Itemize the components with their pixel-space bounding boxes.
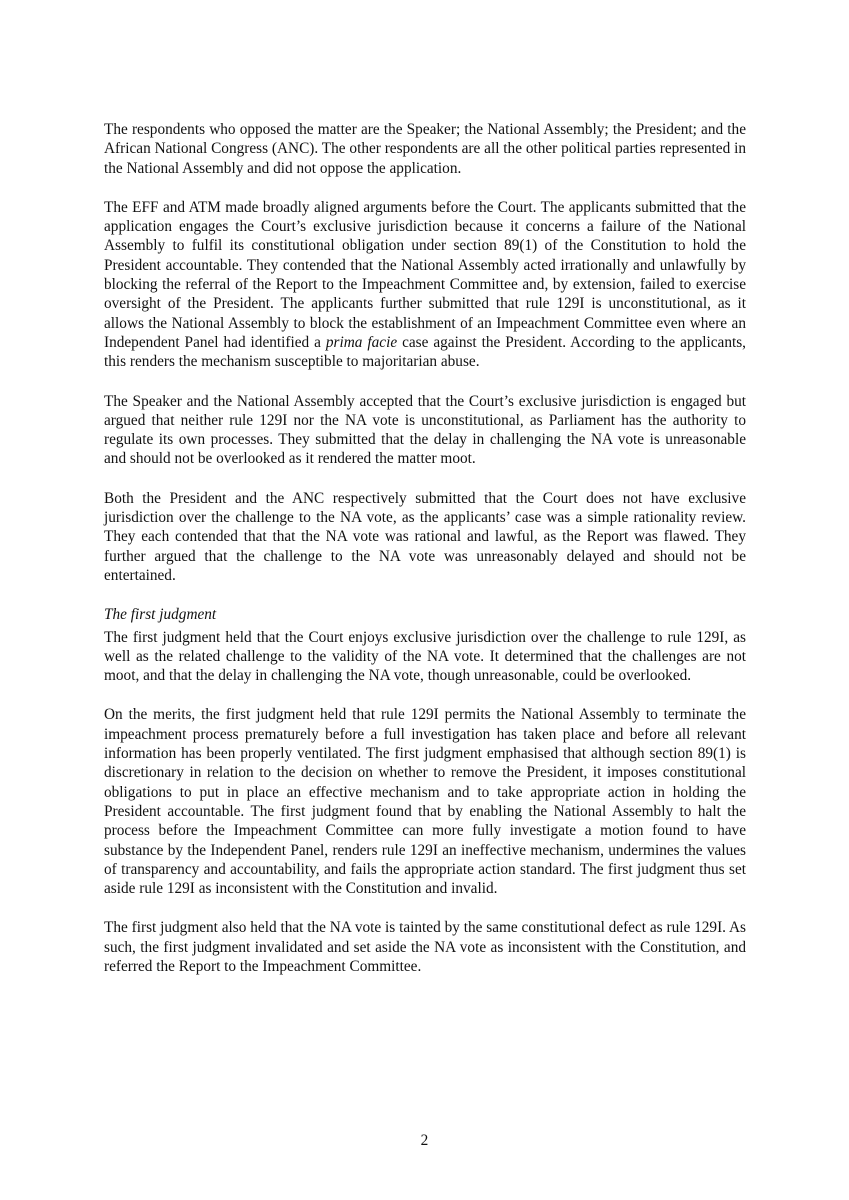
paragraph-text-before: The EFF and ATM made broadly aligned arguments before the Court. The applicants submitted that the application engages the Court’s exclusive jurisdiction because it concerns a failure of the National Assembly to fulfil its constitutional obligation under section 89(1) of the Constitution to hold the President accountable. They contended that the National Assembly acted irrationally and unlawfully by blocking the referral of the Report to the Impeachment Committee and, by extension, failed to exercise oversight of the President. The applicants further submitted that rule 129I is unconstitutional, as it allows the National Assembly to block the establishment of an Impeachment Committee even where an Independent Panel had identified a: [104, 198, 746, 351]
paragraph-text-after: case against the President. According to the applicants, this renders the mechanism susceptible to majoritarian abuse.: [104, 333, 746, 371]
paragraph-first-judgment-merits: On the merits, the first judgment held that rule 129I permits the National Assembly to terminate the impeachment process prematurely before a full investigation has taken place and before all relevant information has been properly ventilated. The first judgment emphasised that although section 89(1) is discretionary in relation to the decision on whether to remove the President, it imposes constitutional obligations to put in place an effective mechanism and to take appropriate action in holding the President accountable. The first judgment found that by enabling the National Assembly to halt the process before the Impeachment Committee can more fully investigate a motion found to have substance by the Independent Panel, renders rule 129I an ineffective mechanism, undermines the values of transparency and accountability, and fails the appropriate action standard. The first judgment thus set aside rule 129I as inconsistent with the Constitution and invalid.: [104, 706, 746, 898]
section-heading-first-judgment: The first judgment: [104, 606, 217, 624]
document-page: [104, 120, 746, 996]
paragraph-applicants-arguments: [104, 198, 746, 372]
paragraph-speaker-arguments: The Speaker and the National Assembly accepted that the Court’s exclusive jurisdiction is engaged but argued that neither rule 129I nor the NA vote is unconstitutional, as Parliament has the authority to regulate its own processes. They submitted that the delay in challenging the NA vote is unreasonable and should not be overlooked as it rendered the matter moot.: [104, 392, 746, 468]
page-number: 2: [420, 1132, 429, 1149]
italic-term: prima facie: [325, 333, 398, 351]
paragraph-president-anc-arguments: Both the President and the ANC respectively submitted that the Court does not have exclusive jurisdiction over the challenge to the NA vote, as the applicants’ case was a simple rationality review. They each contended that that the NA vote was rational and lawful, as the Report was flawed. They further argued that the challenge to the NA vote was unreasonably delayed and should not be entertained.: [104, 489, 746, 584]
paragraph-respondents: The respondents who opposed the matter are the Speaker; the National Assembly; the President; and the African National Congress (ANC). The other respondents are all the other political parties represented in the National Assembly and did not oppose the application.: [104, 121, 746, 177]
paragraph-first-judgment-jurisdiction: The first judgment held that the Court enjoys exclusive jurisdiction over the challenge to rule 129I, as well as the related challenge to the validity of the NA vote. It determined that the challenges are not moot, and that the delay in challenging the NA vote, though unreasonable, could be overlooked.: [104, 628, 746, 685]
paragraph-first-judgment-na-vote: The first judgment also held that the NA vote is tainted by the same constitutional defect as rule 129I. As such, the first judgment invalidated and set aside the NA vote as inconsistent with the Constitution, and referred the Report to the Impeachment Committee.: [104, 919, 746, 975]
